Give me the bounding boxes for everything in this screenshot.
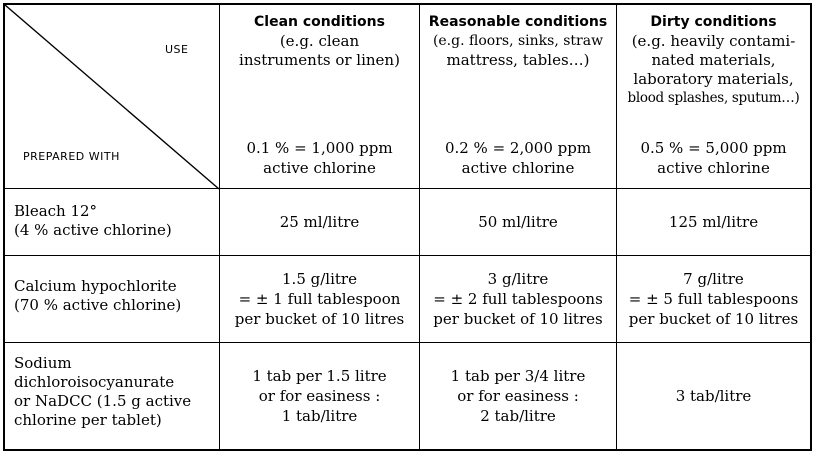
row-label-line: chlorine per tablet) xyxy=(14,411,162,429)
header-reasonable-conditions xyxy=(420,13,616,188)
column-description-line: (e.g. floors, sinks, straw xyxy=(432,33,604,49)
value-line: per bucket of 10 litres xyxy=(234,310,405,328)
column-description-line: mattress, tables…) xyxy=(446,51,590,69)
value-cell xyxy=(220,343,419,449)
value-line: per bucket of 10 litres xyxy=(433,310,603,328)
column-description-line: (e.g. heavily contami- xyxy=(631,32,796,50)
chlorine-dilution-table xyxy=(3,3,812,451)
concentration-line: 0.5 % = 5,000 ppm xyxy=(640,139,787,157)
value-cell xyxy=(420,343,616,449)
row-label-line: (4 % active chlorine) xyxy=(14,221,172,239)
column-description-line: (e.g. clean xyxy=(279,32,360,50)
column-concentration xyxy=(220,138,419,178)
value-line: or for easiness : xyxy=(457,387,579,405)
value-line: 7 g/litre xyxy=(683,270,744,288)
value-line: = ± 2 full tablespoons xyxy=(433,290,603,308)
column-title: Clean conditions xyxy=(254,14,385,30)
row-label-line: (70 % active chlorine) xyxy=(14,296,182,314)
value-line: 1 tab/litre xyxy=(281,407,358,425)
column-description-line: blood splashes, sputum…) xyxy=(627,90,800,106)
header-clean-conditions xyxy=(220,13,419,188)
value-cell xyxy=(420,256,616,342)
column-concentration xyxy=(617,138,810,178)
corner-diagonal xyxy=(5,5,223,191)
value-cell xyxy=(617,256,810,342)
row-label-bleach xyxy=(14,202,172,240)
value-cell xyxy=(617,189,810,255)
row-label-line: Calcium hypochlorite xyxy=(14,277,177,295)
row-label-line: or NaDCC (1.5 g active xyxy=(14,392,192,410)
column-description-line: instruments or linen) xyxy=(239,51,400,69)
value-line: 1.5 g/litre xyxy=(282,270,357,288)
value-line: per bucket of 10 litres xyxy=(628,310,799,328)
value-line: 3 tab/litre xyxy=(675,387,752,405)
row-label-line: Bleach 12° xyxy=(14,202,98,220)
column-title: Reasonable conditions xyxy=(428,14,608,30)
value-line: 1 tab per 1.5 litre xyxy=(252,367,387,385)
value-line: 25 ml/litre xyxy=(279,213,360,231)
column-concentration xyxy=(420,138,616,178)
value-line: = ± 5 full tablespoons xyxy=(628,290,799,308)
value-line: or for easiness : xyxy=(258,387,381,405)
value-cell xyxy=(617,343,810,449)
value-line: 125 ml/litre xyxy=(668,213,759,231)
concentration-line: active chlorine xyxy=(263,159,376,177)
concentration-line: 0.2 % = 2,000 ppm xyxy=(444,139,592,157)
concentration-line: active chlorine xyxy=(461,159,575,177)
row-label-line: Sodium xyxy=(14,354,72,372)
use-label: USE xyxy=(165,43,189,56)
concentration-line: 0.1 % = 1,000 ppm xyxy=(246,139,393,157)
prepared-with-label: PREPARED WITH xyxy=(23,150,120,163)
value-line: 2 tab/litre xyxy=(480,407,556,425)
value-cell xyxy=(420,189,616,255)
value-line: 1 tab per 3/4 litre xyxy=(450,367,586,385)
value-line: 3 g/litre xyxy=(487,270,549,288)
row-label-nadcc xyxy=(14,354,191,430)
header-dirty-conditions xyxy=(617,13,810,188)
value-cell xyxy=(220,256,419,342)
value-line: 50 ml/litre xyxy=(478,213,558,231)
column-description-line: laboratory materials, xyxy=(633,70,794,88)
column-description-line: nated materials, xyxy=(651,51,776,69)
value-cell xyxy=(220,189,419,255)
concentration-line: active chlorine xyxy=(657,159,770,177)
value-line: = ± 1 full tablespoon xyxy=(238,290,401,308)
row-label-line: dichloroisocyanurate xyxy=(14,373,175,391)
row-label-calcium-hypochlorite xyxy=(14,277,181,315)
column-title: Dirty conditions xyxy=(650,14,777,30)
